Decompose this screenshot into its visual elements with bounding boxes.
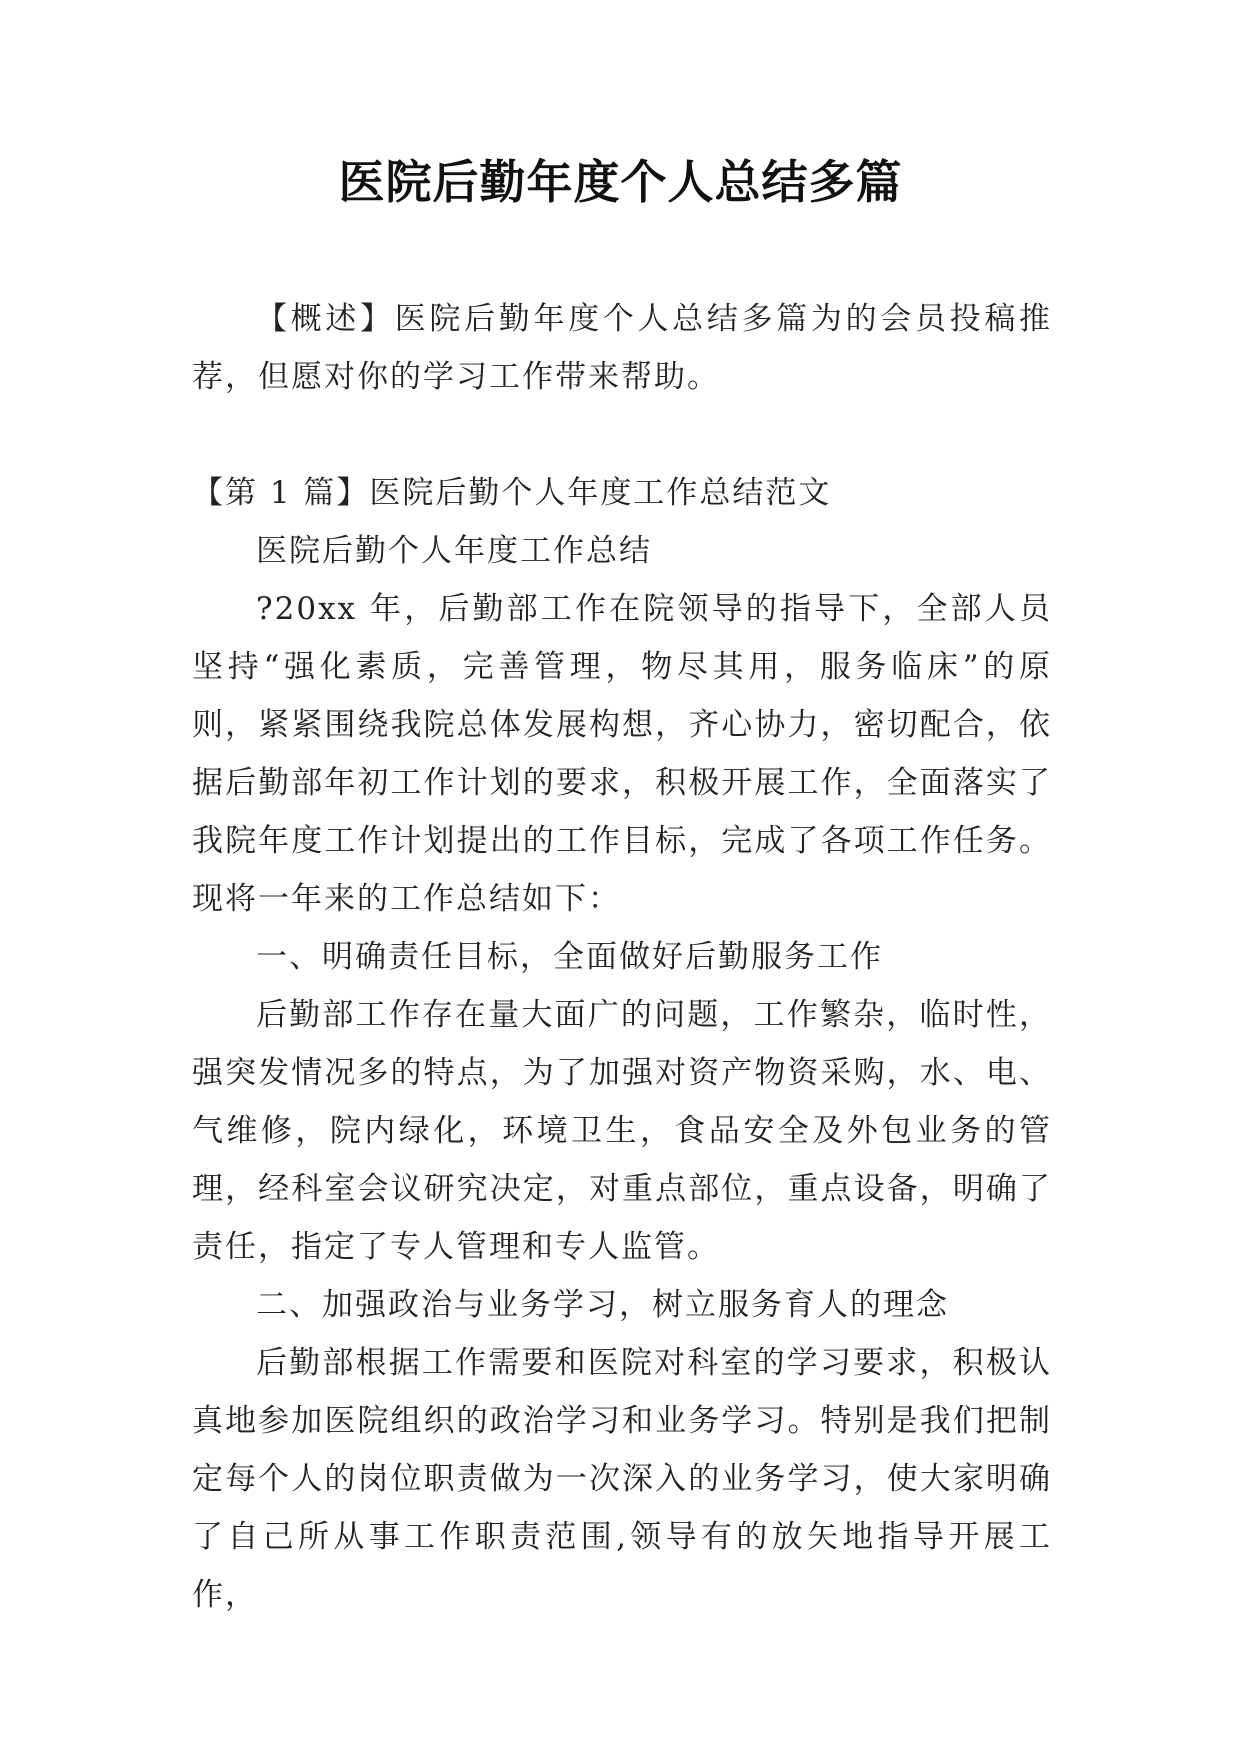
section-heading-1: 一、明确责任目标，全面做好后勤服务工作 (256, 939, 883, 975)
summary-paragraph: 【概述】医院后勤年度个人总结多篇为的会员投稿推荐，但愿对你的学习工作带来帮助。 (192, 301, 1052, 395)
document-body (192, 290, 1052, 1624)
body-paragraph: 后勤部工作存在量大面广的问题，工作繁杂，临时性，强突发情况多的特点，为了加强对资产物资采购，水、电、气维修，院内绿化，环境卫生，食品安全及外包业务的管理，经科室会议研究决定，对重点部位，重点设备，明确了责任，指定了专人管理和专人监管。 (192, 997, 1052, 1265)
article-subtitle: 医院后勤个人年度工作总结 (256, 533, 652, 569)
body-paragraph: 后勤部根据工作需要和医院对科室的学习要求，积极认真地参加医院组织的政治学习和业务学习。特别是我们把制定每个人的岗位职责做为一次深入的业务学习，使大家明确了自己所从事工作职责范围,领导有的放矢地指导开展工作， (192, 1345, 1052, 1613)
spacer (192, 406, 1052, 464)
section-heading-2: 二、加强政治与业务学习，树立服务育人的理念 (256, 1287, 949, 1323)
body-paragraph: ?20xx 年，后勤部工作在院领导的指导下，全部人员坚持“强化素质，完善管理，物尽其用，服务临床”的原则，紧紧围绕我院总体发展构想，齐心协力，密切配合，依据后勤部年初工作计划的要求，积极开展工作，全面落实了我院年度工作计划提出的工作目标，完成了各项工作任务。现将一年来的工作总结如下： (192, 591, 1052, 917)
article-heading: 【第 1 篇】医院后勤个人年度工作总结范文 (192, 475, 832, 511)
document-title: 医院后勤年度个人总结多篇 (338, 155, 903, 209)
